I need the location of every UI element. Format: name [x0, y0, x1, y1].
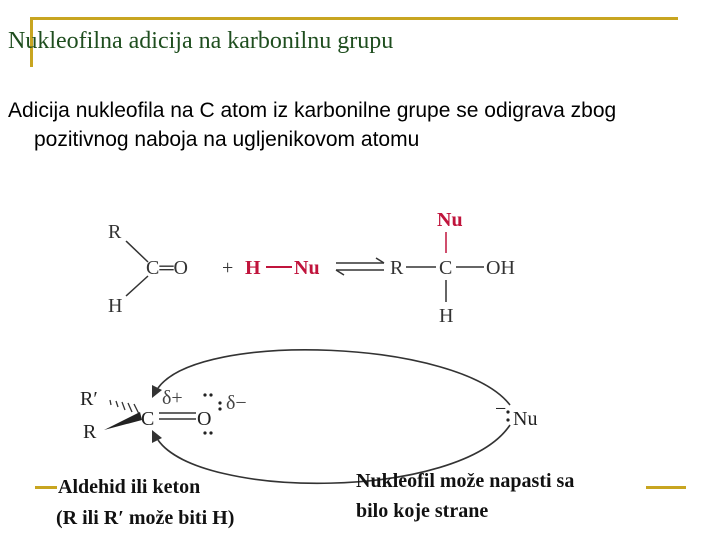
top-attack-arrow — [158, 350, 510, 405]
mech-o: O — [197, 408, 212, 430]
mech-r: R — [83, 421, 97, 443]
product-nu: Nu — [437, 209, 463, 231]
mechanism-diagram — [80, 350, 537, 483]
delta-minus: δ− — [226, 392, 247, 414]
reactant-h-label: H — [108, 295, 123, 317]
h-c-bond — [126, 276, 148, 296]
carbonyl-reactant — [108, 221, 188, 317]
reagent-nu: Nu — [294, 257, 320, 279]
caption-right-line1: Nukleofil može napasti sa — [356, 470, 575, 492]
product-h: H — [439, 305, 454, 327]
reactant-r-label: R — [108, 221, 122, 243]
mech-nucleophile: Nu — [513, 408, 538, 430]
r-c-bond — [126, 241, 148, 262]
plus-sign: + — [222, 257, 234, 279]
hashed-wedge-bond — [110, 400, 139, 414]
slide-title: Nukleofilna adicija na karbonilnu grupu — [8, 28, 394, 54]
caption-left-line1: Aldehid ili keton — [58, 476, 201, 498]
nu-charge: − — [495, 398, 507, 420]
delta-plus: δ+ — [162, 387, 183, 409]
mech-c: C — [141, 408, 155, 430]
reagent-h-nu — [245, 257, 320, 279]
equilibrium-arrows — [336, 258, 384, 275]
product-r: R — [390, 257, 404, 279]
product-oh: OH — [486, 257, 515, 279]
mech-r-prime: R′ — [80, 388, 98, 410]
caption-left-line2: (R ili R′ može biti H) — [56, 507, 235, 529]
carbonyl-group: C═O — [146, 257, 188, 279]
slide-body-text: Adicija nukleofila na C atom iz karbonilne grupe se odigrava zbog pozitivnog naboja na ugljenikovom atomu — [8, 99, 617, 151]
reagent-h: H — [245, 257, 261, 279]
caption-right-line2: bilo koje strane — [356, 500, 489, 522]
addition-product — [390, 209, 515, 327]
product-c: C — [439, 257, 453, 279]
solid-wedge-bond — [104, 412, 142, 430]
